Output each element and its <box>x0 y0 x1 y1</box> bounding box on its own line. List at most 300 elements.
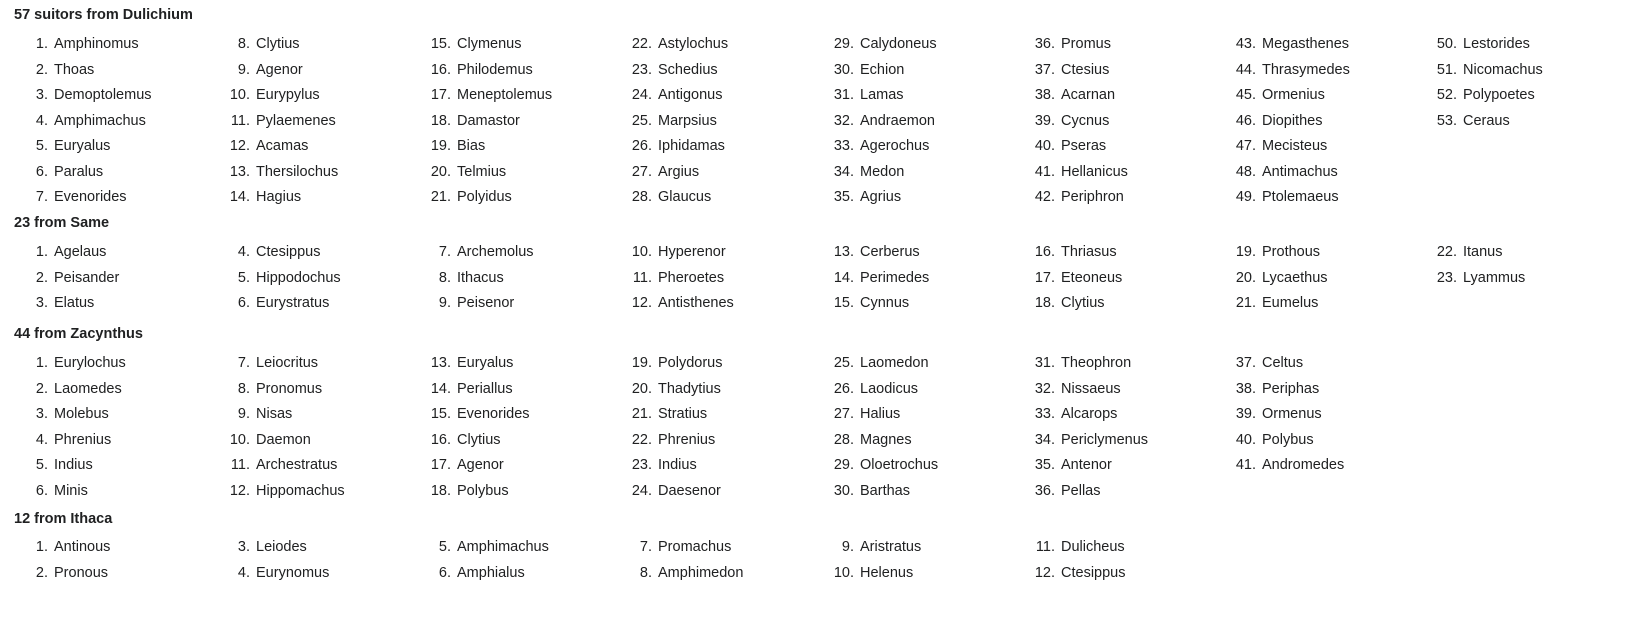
suitor-name: Amphimedon <box>658 564 744 581</box>
name-column <box>16 32 152 211</box>
item-number: 31. <box>1034 355 1055 371</box>
suitor-name: Diopithes <box>1262 112 1323 129</box>
item-number: 14. <box>833 269 854 286</box>
list-item <box>218 351 345 377</box>
item-number: 26. <box>631 138 652 154</box>
suitor-name: Calydoneus <box>860 36 937 52</box>
item-number: 39. <box>1034 112 1055 129</box>
list-item <box>1023 428 1148 454</box>
item-number: 24. <box>631 482 652 499</box>
item-number: 5. <box>237 269 250 286</box>
list-item <box>419 240 534 266</box>
suitor-name: Laodicus <box>860 380 919 397</box>
list-item <box>419 83 552 109</box>
item-number: 6. <box>35 163 48 180</box>
list-item <box>1425 240 1525 266</box>
list-item <box>620 291 734 317</box>
suitor-name: Andromedes <box>1262 457 1345 473</box>
list-item <box>1425 83 1543 109</box>
item-number: 10. <box>833 564 854 581</box>
suitor-name: Agerochus <box>860 138 930 154</box>
item-number: 35. <box>1034 457 1055 473</box>
list-item <box>419 561 549 587</box>
item-number: 37. <box>1034 61 1055 78</box>
list-item <box>822 185 937 211</box>
suitor-name: Iphidamas <box>658 138 725 154</box>
list-item <box>620 453 722 479</box>
list-item <box>822 428 938 454</box>
item-number: 18. <box>1034 295 1055 311</box>
suitor-name: Evenorides <box>54 189 127 205</box>
suitor-name: Lyammus <box>1463 269 1526 286</box>
item-number: 52. <box>1436 87 1457 103</box>
name-column <box>419 240 534 317</box>
item-number: 21. <box>631 406 652 422</box>
list-item <box>1023 58 1128 84</box>
list-item <box>620 479 722 505</box>
suitor-name: Nicomachus <box>1463 61 1543 78</box>
suitor-name: Polydorus <box>658 355 723 371</box>
list-item <box>620 134 728 160</box>
suitor-name: Theophron <box>1061 355 1132 371</box>
item-number: 11. <box>632 269 652 286</box>
list-item <box>218 479 345 505</box>
list-item <box>620 32 728 58</box>
item-number: 13. <box>833 244 854 260</box>
suitor-name: Indius <box>54 457 93 473</box>
suitor-name: Clytius <box>1061 295 1105 311</box>
list-item <box>218 134 338 160</box>
item-number: 31. <box>833 87 854 103</box>
suitor-name: Minis <box>54 482 88 499</box>
suitor-name: Antimachus <box>1262 163 1338 180</box>
suitor-name: Eurylochus <box>54 355 126 371</box>
list-item <box>1023 32 1128 58</box>
suitor-name: Philodemus <box>457 61 533 78</box>
suitor-name: Promachus <box>658 539 732 555</box>
item-number: 2. <box>35 61 48 78</box>
list-item <box>1224 453 1344 479</box>
suitor-name: Promus <box>1061 36 1111 52</box>
item-number: 4. <box>35 112 48 129</box>
name-column <box>419 535 549 586</box>
suitor-name: Andraemon <box>860 112 935 129</box>
list-item <box>1023 535 1125 561</box>
item-number: 20. <box>631 380 652 397</box>
name-column <box>1224 32 1350 211</box>
suitor-name: Clytius <box>457 431 501 448</box>
name-column <box>16 240 119 317</box>
suitor-name: Ormenius <box>1262 87 1325 103</box>
suitor-name: Perimedes <box>860 269 930 286</box>
list-item <box>1425 58 1543 84</box>
list-item <box>16 291 119 317</box>
suitor-name: Molebus <box>54 406 109 422</box>
item-number: 12. <box>229 138 250 154</box>
list-item <box>1224 291 1328 317</box>
suitor-name: Agrius <box>860 189 902 205</box>
list-item <box>419 402 530 428</box>
suitor-name: Peisander <box>54 269 120 286</box>
item-number: 13. <box>430 355 451 371</box>
suitor-name: Demoptolemus <box>54 87 152 103</box>
list-item <box>822 479 938 505</box>
list-item <box>218 58 338 84</box>
list-item <box>620 160 728 186</box>
suitor-name: Thriasus <box>1061 244 1117 260</box>
list-item <box>1224 83 1350 109</box>
list-item <box>822 83 937 109</box>
item-number: 18. <box>430 112 451 129</box>
list-item <box>1023 266 1122 292</box>
item-number: 19. <box>430 138 451 154</box>
item-number: 29. <box>833 457 854 473</box>
suitor-name: Medon <box>860 163 905 180</box>
suitor-name: Magnes <box>860 431 912 448</box>
list-item <box>1224 428 1344 454</box>
list-item <box>620 351 722 377</box>
suitor-name: Eurynomus <box>256 564 330 581</box>
suitor-name: Daemon <box>256 431 311 448</box>
item-number: 36. <box>1034 36 1055 52</box>
suitor-name: Itanus <box>1463 244 1503 260</box>
list-item <box>1425 266 1525 292</box>
item-number: 35. <box>833 189 854 205</box>
list-item <box>1425 32 1543 58</box>
item-number: 15. <box>430 406 451 422</box>
item-number: 14. <box>229 189 250 205</box>
item-number: 48. <box>1235 163 1256 180</box>
list-item <box>1023 109 1128 135</box>
item-number: 51. <box>1436 61 1457 78</box>
suitor-name: Eteoneus <box>1061 269 1123 286</box>
item-number: 16. <box>1034 244 1055 260</box>
item-number: 20. <box>1235 269 1256 286</box>
list-item <box>419 134 552 160</box>
item-number: 23. <box>1436 269 1457 286</box>
suitor-name: Hippodochus <box>256 269 341 286</box>
suitor-name: Thoas <box>54 61 95 78</box>
item-number: 1. <box>35 244 48 260</box>
section-title-dulichium: 57 suitors from Dulichium <box>14 7 193 23</box>
list-item <box>419 32 552 58</box>
list-item <box>16 377 126 403</box>
suitor-name: Marpsius <box>658 112 717 129</box>
item-number: 12. <box>631 295 652 311</box>
section-title-same: 23 from Same <box>14 215 110 231</box>
item-number: 16. <box>430 61 451 78</box>
list-item <box>16 402 126 428</box>
suitor-name: Agenor <box>256 61 303 78</box>
list-item <box>218 266 341 292</box>
name-column <box>1425 32 1543 134</box>
list-item <box>620 266 734 292</box>
list-item <box>620 535 743 561</box>
suitor-name: Periallus <box>457 380 513 397</box>
list-item <box>419 185 552 211</box>
item-number: 9. <box>841 539 854 555</box>
name-column <box>419 351 530 504</box>
list-item <box>620 428 722 454</box>
suitor-name: Stratius <box>658 406 708 422</box>
list-item <box>419 479 530 505</box>
list-item <box>822 561 921 587</box>
suitor-name: Agelaus <box>54 244 107 260</box>
list-item <box>218 240 341 266</box>
item-number: 7. <box>639 539 652 555</box>
suitor-name: Glaucus <box>658 189 712 205</box>
suitor-name: Megasthenes <box>1262 36 1350 52</box>
suitor-name: Antigonus <box>658 87 723 103</box>
list-item <box>218 453 345 479</box>
item-number: 17. <box>1034 269 1055 286</box>
item-number: 2. <box>35 564 48 581</box>
item-number: 43. <box>1235 36 1256 52</box>
item-number: 3. <box>35 87 48 103</box>
suitor-name: Paralus <box>54 163 104 180</box>
item-number: 22. <box>1436 244 1457 260</box>
item-number: 11. <box>230 112 250 129</box>
suitor-name: Alcarops <box>1061 406 1118 422</box>
item-number: 17. <box>430 87 451 103</box>
list-item <box>1023 240 1122 266</box>
suitor-name: Agenor <box>457 457 504 473</box>
item-number: 9. <box>438 295 451 311</box>
item-number: 32. <box>1034 380 1055 397</box>
suitor-name: Amphimachus <box>457 539 549 555</box>
item-number: 46. <box>1235 112 1256 129</box>
suitor-name: Elatus <box>54 295 95 311</box>
item-number: 30. <box>833 61 854 78</box>
item-number: 14. <box>430 380 451 397</box>
item-number: 41. <box>1235 457 1256 473</box>
list-item <box>620 240 734 266</box>
suitor-name: Mecisteus <box>1262 138 1328 154</box>
suitor-name: Clytius <box>256 36 300 52</box>
list-item <box>218 377 345 403</box>
item-number: 8. <box>639 564 652 581</box>
list-item <box>16 428 126 454</box>
suitor-name: Phrenius <box>658 431 716 448</box>
suitor-name: Polyidus <box>457 189 512 205</box>
item-number: 47. <box>1235 138 1256 154</box>
suitor-name: Cerberus <box>860 244 920 260</box>
name-column <box>822 351 938 504</box>
section-title-zacynthus: 44 from Zacynthus <box>14 326 143 342</box>
item-number: 9. <box>237 61 250 78</box>
suitor-name: Celtus <box>1262 355 1304 371</box>
item-number: 18. <box>430 482 451 499</box>
item-number: 3. <box>35 406 48 422</box>
suitor-name: Halius <box>860 406 901 422</box>
suitor-name: Ithacus <box>457 269 504 286</box>
item-number: 19. <box>1235 244 1256 260</box>
list-item <box>218 32 338 58</box>
item-number: 37. <box>1235 355 1256 371</box>
item-number: 8. <box>438 269 451 286</box>
suitor-name: Telmius <box>457 163 507 180</box>
name-column <box>1023 535 1125 586</box>
list-item <box>419 351 530 377</box>
item-number: 32. <box>833 112 854 129</box>
list-item <box>822 134 937 160</box>
suitor-name: Argius <box>658 163 700 180</box>
suitor-name: Echion <box>860 61 905 78</box>
suitor-name: Schedius <box>658 61 718 78</box>
list-item <box>822 351 938 377</box>
suitor-name: Bias <box>457 138 486 154</box>
list-item <box>1023 402 1148 428</box>
item-number: 10. <box>229 87 250 103</box>
name-column <box>620 351 722 504</box>
item-number: 42. <box>1034 189 1055 205</box>
item-number: 9. <box>237 406 250 422</box>
item-number: 39. <box>1235 406 1256 422</box>
item-number: 12. <box>1034 564 1055 581</box>
list-item <box>218 561 329 587</box>
item-number: 10. <box>631 244 652 260</box>
name-column <box>620 535 743 586</box>
name-column <box>218 32 338 211</box>
list-item <box>419 377 530 403</box>
item-number: 5. <box>35 457 48 473</box>
item-number: 1. <box>35 36 48 52</box>
list-item <box>419 266 534 292</box>
suitor-name: Pronomus <box>256 380 323 397</box>
item-number: 33. <box>1034 406 1055 422</box>
list-item <box>16 535 110 561</box>
suitor-name: Cycnus <box>1061 112 1110 129</box>
list-item <box>620 109 728 135</box>
name-column <box>1224 351 1344 479</box>
list-item <box>1224 134 1350 160</box>
item-number: 3. <box>237 539 250 555</box>
list-item <box>1023 134 1128 160</box>
list-item <box>16 266 119 292</box>
list-item <box>218 109 338 135</box>
list-item <box>16 134 152 160</box>
suitor-name: Eumelus <box>1262 295 1319 311</box>
item-number: 3. <box>35 295 48 311</box>
list-item <box>218 428 345 454</box>
item-number: 38. <box>1034 87 1055 103</box>
list-item <box>1425 109 1543 135</box>
item-number: 12. <box>229 482 250 499</box>
list-item <box>16 58 152 84</box>
list-item <box>419 428 530 454</box>
item-number: 29. <box>833 36 854 52</box>
suitor-name: Dulicheus <box>1061 539 1125 555</box>
suitor-name: Nissaeus <box>1061 380 1121 397</box>
item-number: 7. <box>438 244 451 260</box>
item-number: 28. <box>631 189 652 205</box>
suitor-name: Hippomachus <box>256 482 345 499</box>
item-number: 13. <box>229 163 250 180</box>
suitor-name: Meneptolemus <box>457 87 553 103</box>
item-number: 7. <box>237 355 250 371</box>
item-number: 38. <box>1235 380 1256 397</box>
list-item <box>1023 453 1148 479</box>
list-item <box>419 535 549 561</box>
item-number: 21. <box>430 189 451 205</box>
item-number: 25. <box>833 355 854 371</box>
list-item <box>1224 351 1344 377</box>
list-item <box>620 83 728 109</box>
list-item <box>1023 377 1148 403</box>
suitor-name: Thadytius <box>658 380 721 397</box>
list-item <box>1023 185 1128 211</box>
list-item <box>822 377 938 403</box>
item-number: 20. <box>430 163 451 180</box>
item-number: 27. <box>833 406 854 422</box>
suitor-name: Euryalus <box>457 355 514 371</box>
suitor-name: Periphron <box>1061 189 1124 205</box>
item-number: 4. <box>237 564 250 581</box>
item-number: 21. <box>1235 295 1256 311</box>
list-item <box>16 185 152 211</box>
item-number: 4. <box>237 244 250 260</box>
suitor-name: Clymenus <box>457 36 522 52</box>
suitor-name: Hyperenor <box>658 244 726 260</box>
suitor-name: Polybus <box>1262 431 1314 448</box>
list-item <box>1224 58 1350 84</box>
list-item <box>1224 160 1350 186</box>
item-number: 16. <box>430 431 451 448</box>
list-item <box>822 109 937 135</box>
item-number: 34. <box>833 163 854 180</box>
suitor-name: Pheroetes <box>658 269 725 286</box>
suitor-name: Eurystratus <box>256 295 330 311</box>
suitor-name: Antisthenes <box>658 295 734 311</box>
item-number: 2. <box>35 380 48 397</box>
suitor-name: Amphialus <box>457 564 525 581</box>
list-item <box>218 402 345 428</box>
list-item <box>822 240 929 266</box>
suitor-name: Daesenor <box>658 482 721 499</box>
item-number: 50. <box>1436 36 1457 52</box>
item-number: 45. <box>1235 87 1256 103</box>
suitor-name: Euryalus <box>54 138 111 154</box>
list-item <box>1224 266 1328 292</box>
item-number: 6. <box>35 482 48 499</box>
list-item <box>822 453 938 479</box>
list-item <box>16 479 126 505</box>
suitor-name: Archemolus <box>457 244 534 260</box>
list-item <box>16 160 152 186</box>
suitor-name: Hagius <box>256 189 302 205</box>
suitor-name: Amphinomus <box>54 36 139 52</box>
list-item <box>16 561 110 587</box>
list-item <box>1023 351 1148 377</box>
suitor-name: Archestratus <box>256 457 338 473</box>
item-number: 22. <box>631 36 652 52</box>
list-item <box>1224 109 1350 135</box>
item-number: 33. <box>833 138 854 154</box>
name-column <box>1023 351 1148 504</box>
suitor-name: Lestorides <box>1463 36 1530 52</box>
suitor-name: Peisenor <box>457 295 515 311</box>
suitor-name: Ctesius <box>1061 61 1110 78</box>
list-item <box>620 402 722 428</box>
item-number: 44. <box>1235 61 1256 78</box>
list-item <box>218 83 338 109</box>
suitor-name: Evenorides <box>457 406 530 422</box>
suitor-name: Thersilochus <box>256 163 339 180</box>
list-item <box>1224 402 1344 428</box>
list-item <box>822 32 937 58</box>
name-column <box>1023 240 1122 317</box>
item-number: 8. <box>237 36 250 52</box>
